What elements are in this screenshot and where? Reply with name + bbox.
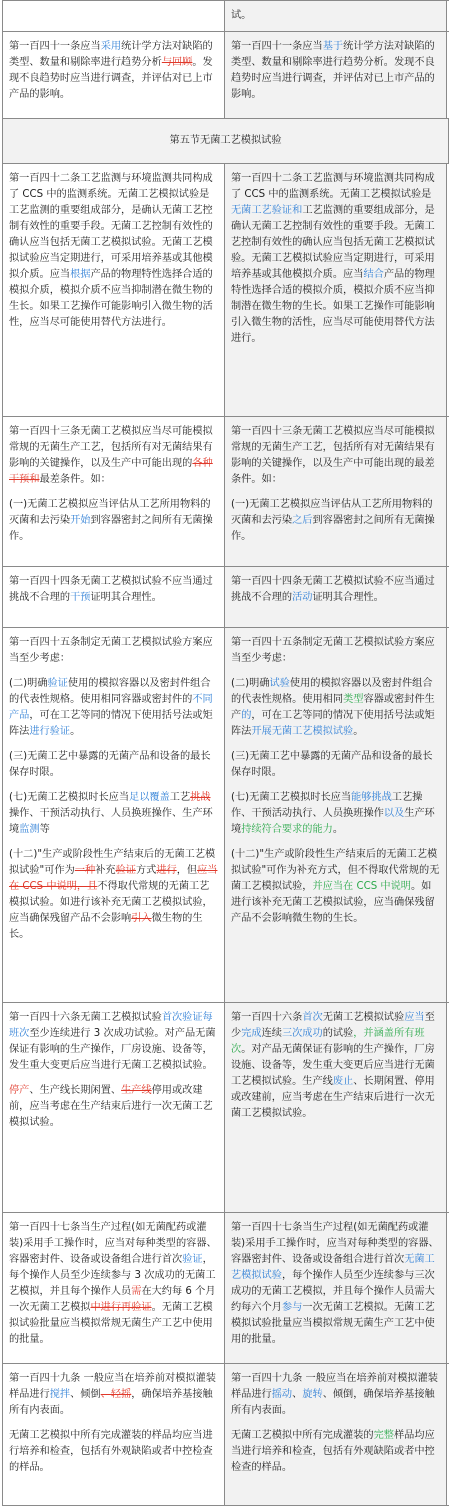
text-span: 产品的物理特性选择合适的模拟介质，模拟介质不应当抑制潜在微生物的生长。如果工艺操作可能影响引入微生物的活性，应当尽可能使用替代方法进行。 bbox=[231, 269, 435, 344]
text-span: 等 bbox=[39, 824, 50, 835]
text-span: 试。 bbox=[231, 10, 252, 21]
clause-paragraph bbox=[9, 574, 218, 606]
text-span: 在大约每 6 个月一次无菌工艺模拟 bbox=[9, 1286, 216, 1313]
right-cell bbox=[225, 32, 447, 118]
right-cell bbox=[225, 628, 447, 1002]
text-span: (三)无菌工艺中暴露的无菌产品和设备的最长保存时限。 bbox=[231, 751, 433, 778]
clause-paragraph bbox=[231, 1220, 440, 1348]
deleted-text: 验证 bbox=[115, 865, 136, 876]
clause-paragraph bbox=[231, 635, 440, 667]
text-span: 。对产品无菌保证有影响的生产操作，厂房设施、设备等，发生重大变更后应当进行无菌工艺模拟试验。生产线 bbox=[231, 1044, 435, 1087]
text-span: 无菌工艺模拟试验 bbox=[322, 1012, 405, 1023]
clause-paragraph bbox=[231, 790, 440, 838]
text-span: 停用或改建前，应当考虑在生产结束后进行一次无菌工艺模拟试验。 bbox=[9, 1085, 213, 1128]
text-span: ，确保培养基接触所有内表面。 bbox=[9, 1389, 213, 1416]
table-row bbox=[3, 164, 449, 417]
text-span: 至少 bbox=[231, 1012, 435, 1039]
text-span: 第一百四十七条当生产过程(如无菌配药或灌装)采用手工操作时，应当对每种类型的容器、容器密封件、设备或设备组合进行首次 bbox=[231, 1222, 439, 1265]
text-span: 最差条件。如： bbox=[39, 474, 111, 485]
text-span: (一)无菌工艺模拟应当评估从工艺所用物料的灭菌和去污染 bbox=[9, 499, 211, 526]
changed-text: 之后 bbox=[292, 515, 313, 526]
text-span: ，可在工艺等同的情况下使用括号法或矩阵法 bbox=[231, 710, 435, 737]
deleted-text: 各种干预和 bbox=[9, 458, 213, 485]
deleted-text: 引入 bbox=[131, 913, 152, 924]
right-cell bbox=[225, 567, 447, 627]
text-span: 无菌工艺模拟中所有完成灌装的 bbox=[231, 1430, 374, 1441]
clause-paragraph bbox=[9, 676, 218, 740]
clause-paragraph bbox=[9, 1010, 218, 1074]
changed-text: 需 bbox=[131, 1286, 142, 1297]
right-cell bbox=[225, 1, 447, 31]
changed-text: 类型 bbox=[343, 694, 364, 705]
text-span: 生产环境 bbox=[231, 808, 435, 835]
right-cell bbox=[225, 164, 447, 416]
changed-text: 旋转 bbox=[302, 1389, 323, 1400]
table-row bbox=[3, 119, 449, 164]
text-span: 第一百四十二条工艺监测与环境监测共同构成了 CCS 中的监测系统。无菌工艺模拟试验是 bbox=[231, 173, 435, 200]
left-cell bbox=[3, 1364, 225, 1505]
deleted-text: 进行 bbox=[156, 865, 177, 876]
changed-text: 试验 bbox=[269, 678, 290, 689]
text-span: 不得取代常规的无菌工艺模拟试验。如进行该补充无菌工艺模拟试验，应当确保残留产品不会影响 bbox=[9, 881, 213, 924]
text-span: 第一百四十一条应当 bbox=[231, 41, 323, 52]
table-row bbox=[3, 628, 449, 1003]
changed-text: 并应当在 CCS 中说明 bbox=[312, 881, 411, 892]
clause-paragraph bbox=[231, 8, 440, 24]
changed-text: 开始 bbox=[70, 515, 91, 526]
left-cell bbox=[3, 164, 225, 416]
changed-text: 监测 bbox=[19, 824, 40, 835]
table-row bbox=[3, 32, 449, 119]
changed-text: 废止 bbox=[332, 1076, 354, 1087]
left-cell bbox=[3, 1003, 225, 1212]
text-span: 第一百四十五条制定无菌工艺模拟试验方案应当至少考虑： bbox=[231, 637, 435, 664]
text-span: ，每个操作人员至少连续参与三次成功的无菌工艺模拟，并且每个操作人员需大约每六个月 bbox=[231, 1270, 435, 1313]
text-span: 使用的模拟容器以及密封件组合的代表性规格。使用相同 bbox=[231, 678, 433, 705]
clause-paragraph bbox=[9, 790, 218, 838]
deleted-text: 与回顾 bbox=[161, 57, 193, 68]
table-row bbox=[3, 1364, 449, 1506]
changed-text: 的 bbox=[241, 710, 252, 721]
text-span: ，但 bbox=[176, 865, 198, 876]
text-span: 到容器密封之间所有无菌操作。 bbox=[9, 515, 213, 542]
changed-text: 足以覆盖 bbox=[129, 792, 170, 803]
text-span: 。如进行该补充无菌工艺模拟试验，应当确保残留产品不会影响微生物的生长。 bbox=[231, 881, 435, 924]
changed-text: 无菌工艺验证和 bbox=[231, 205, 303, 216]
left-cell bbox=[3, 1213, 225, 1363]
clause-paragraph bbox=[9, 39, 218, 103]
table-row bbox=[3, 567, 449, 628]
right-cell bbox=[225, 1364, 447, 1505]
clause-paragraph bbox=[231, 676, 440, 740]
deleted-text: 、轻摇 bbox=[100, 1389, 132, 1400]
text-span: ，可在工艺等同的情况下使用括号法或矩阵法 bbox=[9, 710, 213, 737]
text-span: 第一百四十七条当生产过程(如无菌配药或灌装)采用手工操作时，应当对每种类型的容器、容器密封件、设备或设备组合进行首次 bbox=[9, 1222, 217, 1265]
text-span: 样品均应当进行培养和检查，包括有外观缺陷或者中控检查的样品。 bbox=[231, 1430, 435, 1473]
changed-text: 进行验证 bbox=[29, 726, 71, 737]
changed-text: 首次验证每班次 bbox=[9, 1012, 213, 1039]
text-span: 第一百四十三条无菌工艺模拟应当尽可能模拟常规的无菌生产工艺，包括所有对无菌结果有影响的关键操作，以及生产中可能出现的最差条件。如： bbox=[231, 426, 435, 485]
text-span: 、 bbox=[292, 1389, 303, 1400]
right-cell bbox=[225, 1003, 447, 1212]
clause-paragraph bbox=[9, 1220, 218, 1348]
text-span: 第一百四十一条应当 bbox=[9, 41, 101, 52]
clause-paragraph bbox=[9, 1428, 218, 1476]
text-span: 、长期闲置、停用或改建前，应当考虑在生产结束后进行一次无菌工艺模拟试验。 bbox=[231, 1076, 435, 1119]
changed-text: 不同产品 bbox=[9, 694, 213, 721]
clause-paragraph bbox=[9, 847, 218, 943]
text-span: 统计学方法对缺陷的类型、数量和剔除率进行趋势分析 bbox=[9, 41, 213, 68]
text-span: 第一百四十九条 一般应当在培养前对模拟灌装样品进行 bbox=[231, 1373, 438, 1400]
table-row bbox=[3, 1003, 449, 1213]
changed-text: 根据 bbox=[70, 269, 91, 280]
text-span: 方式 bbox=[135, 865, 157, 876]
clause-paragraph bbox=[9, 497, 218, 545]
text-span: 统计学方法对缺陷的类型、数量和剔除率进行趋势分析。发现不良趋势时应当进行调查，并评估对已上市产品的影响。 bbox=[231, 41, 435, 100]
deleted-text: 一种 bbox=[74, 865, 96, 876]
text-span: 证明其合理性。 bbox=[90, 592, 162, 603]
text-span: 一次无菌工艺模拟。无菌工艺模拟试验批量应当模拟常规无菌生产工艺中使用的批量。 bbox=[231, 1302, 435, 1345]
clause-paragraph bbox=[231, 1428, 440, 1476]
left-cell bbox=[3, 417, 225, 566]
text-span: 、生产线长期闲置、 bbox=[29, 1085, 122, 1096]
changed-text: 采用 bbox=[100, 41, 122, 52]
changed-text: 搅拌 bbox=[49, 1389, 71, 1400]
text-span: (十二)"生产或阶段性生产结束后的无菌工艺模拟试验"可作为 bbox=[9, 849, 216, 876]
changed-text: 无菌工艺模拟试验 bbox=[231, 1254, 435, 1281]
table-row bbox=[3, 417, 449, 567]
clause-paragraph bbox=[9, 424, 218, 488]
clause-paragraph bbox=[231, 171, 440, 347]
changed-text: 应当 bbox=[404, 1012, 425, 1023]
text-span: 工艺 bbox=[169, 792, 191, 803]
changed-text: 能够挑战 bbox=[351, 792, 392, 803]
text-span: (二)明确 bbox=[231, 678, 270, 689]
changed-text: 活动 bbox=[292, 592, 313, 603]
text-span: 至少连续进行 3 次成功试验。对产品无菌保证有影响的生产操作，厂房设施、设备等，发生重大变更后应当进行无菌工艺模拟试验。 bbox=[9, 1028, 216, 1071]
text-span: 第一百四十六条 bbox=[231, 1012, 303, 1023]
right-cell bbox=[225, 1213, 447, 1363]
text-span: 第一百四十六条无菌工艺模拟试验 bbox=[9, 1012, 162, 1023]
deleted-text: 应当在 CCS 中说明，且 bbox=[9, 865, 218, 892]
text-span: 的试验 bbox=[322, 1028, 354, 1039]
right-cell bbox=[225, 417, 447, 566]
text-span: 第一百四十二条工艺监测与环境监测共同构成了 CCS 中的监测系统。无菌工艺模拟试验是工艺监测的重要组成部分，是确认无菌工艺控制有效性的重要手段。无菌工艺控制有效性的确认应当包括无菌工艺模拟试验。无菌工艺模拟试验应当定期进行，可采用培养基或其他模拟介质。应当 bbox=[9, 173, 213, 280]
changed-text: 完整 bbox=[373, 1430, 394, 1441]
text-span: 到容器密封之间所有无菌操作。 bbox=[231, 515, 435, 542]
text-span: 工艺操作、干预活动执行、人员换班操作 bbox=[231, 792, 423, 819]
clause-paragraph bbox=[231, 39, 440, 103]
text-span: (七)无菌工艺模拟时长应当 bbox=[231, 792, 352, 803]
left-cell bbox=[3, 1, 225, 31]
changed-text: 干预 bbox=[70, 592, 91, 603]
text-span: 第一百四十五条制定无菌工艺模拟试验方案应当至少考虑： bbox=[9, 637, 213, 664]
changed-text: 完成 bbox=[241, 1028, 262, 1039]
clause-paragraph bbox=[231, 424, 440, 488]
text-span: (三)无菌工艺中暴露的无菌产品和设备的最长保存时限。 bbox=[9, 751, 211, 778]
text-span: 。 bbox=[70, 726, 81, 737]
clause-paragraph bbox=[9, 1371, 218, 1419]
clause-paragraph bbox=[9, 749, 218, 781]
text-span: 。无菌工艺模拟试验批量应当模拟常规无菌生产工艺中使用的批量。 bbox=[9, 1302, 213, 1345]
text-span: 连续 bbox=[261, 1028, 282, 1039]
clause-paragraph bbox=[9, 635, 218, 667]
text-span: (一)无菌工艺模拟应当评估从工艺所用物料的灭菌和去污染 bbox=[231, 499, 433, 526]
clause-paragraph bbox=[231, 1010, 440, 1122]
changed-text: 结合 bbox=[363, 269, 384, 280]
text-span: 。发现不良趋势时应当进行调查，并评估对已上市产品的影响。 bbox=[9, 57, 213, 100]
clause-paragraph bbox=[9, 171, 218, 331]
text-span: 第一百四十四条无菌工艺模拟试验不应当通过挑战不合理的 bbox=[9, 576, 213, 603]
text-span: 微生物的生长。 bbox=[9, 913, 203, 940]
text-span: (十二)"生产或阶段性生产结束后的无菌工艺模拟试验"可作为补充方式，但不得取代常规的无菌工艺模拟试验， bbox=[231, 849, 440, 892]
text-span: 无菌工艺模拟中所有完成灌装的样品均应当进行培养和检查，包括有外观缺陷或者中控检查的样品。 bbox=[9, 1430, 213, 1473]
text-span: 第一百四十三条无菌工艺模拟应当尽可能模拟常规的无菌生产工艺，包括所有对无菌结果有影响的关键操作，以及生产中可能出现的 bbox=[9, 426, 213, 469]
changed-text: 基于 bbox=[322, 41, 344, 52]
changed-text: ，并涵盖所有班次 bbox=[231, 1028, 425, 1055]
text-span: 操作、干预活动执行、人员换班操作、生产环境 bbox=[9, 808, 213, 835]
clause-paragraph bbox=[231, 749, 440, 781]
changed-text: 三次成功 bbox=[281, 1028, 323, 1039]
table-row bbox=[3, 1, 449, 32]
text-span: 。 bbox=[353, 726, 364, 737]
clause-paragraph bbox=[9, 1083, 218, 1131]
text-span: 工艺监测的重要组成部分，是确认无菌工艺控制有效性的重要手段。无菌工艺控制有效性的确认应当包括无菌工艺模拟试验。无菌工艺模拟试验应当定期进行，可采用培养基或其他模拟介质。应当 bbox=[231, 205, 435, 280]
text-span: ，每个操作人员至少连续参与 3 次成功的无菌工艺模拟，并且每个操作人员 bbox=[9, 1254, 216, 1297]
text-span: 第一百四十九条 一般应当在培养前对模拟灌装样品进行 bbox=[9, 1373, 216, 1400]
section-heading: 第五节无菌工艺模拟试验 bbox=[3, 119, 449, 163]
regulation-comparison-table bbox=[2, 0, 449, 1506]
left-cell bbox=[3, 32, 225, 118]
changed-text: 首次 bbox=[302, 1012, 323, 1023]
text-span: 。 bbox=[332, 824, 344, 835]
clause-paragraph bbox=[231, 847, 440, 927]
text-span: 、倾倒，确保培养基接触所有内表面。 bbox=[231, 1389, 435, 1416]
deleted-text: 中进行再验证 bbox=[90, 1302, 152, 1313]
clause-paragraph bbox=[231, 1371, 440, 1419]
changed-text: 验证 bbox=[47, 678, 68, 689]
text-span: 证明其合理性。 bbox=[312, 592, 384, 603]
text-span: (二)明确 bbox=[9, 678, 48, 689]
text-span: 第一百四十四条无菌工艺模拟试验不应当通过挑战不合理的 bbox=[231, 576, 435, 603]
changed-text: 参与 bbox=[281, 1302, 303, 1313]
deleted-text: 挑战 bbox=[190, 792, 211, 803]
text-span: 使用的模拟容器以及密封件组合的代表性规格。使用相同容器或密封件的 bbox=[9, 678, 211, 705]
changed-text: 持续符合要求的能力 bbox=[241, 824, 333, 835]
changed-text: 验证 bbox=[182, 1254, 203, 1265]
changed-text: 摇动 bbox=[271, 1389, 293, 1400]
changed-text: 停产 bbox=[9, 1085, 30, 1096]
changed-text: 开展无菌工艺模拟试验 bbox=[251, 726, 354, 737]
text-span: 补充 bbox=[95, 865, 116, 876]
table-row bbox=[3, 1213, 449, 1364]
left-cell bbox=[3, 567, 225, 627]
left-cell bbox=[3, 628, 225, 1002]
changed-text: 以及 bbox=[383, 808, 405, 819]
deleted-text: 生产线 bbox=[121, 1085, 152, 1096]
text-span: 产品的物理特性选择合适的模拟介质，模拟介质不应当抑制潜在微生物的生长。如果工艺操作可能影响引入微生物的活性，应当尽可能使用替代方法进行。 bbox=[9, 269, 213, 328]
clause-paragraph bbox=[231, 497, 440, 545]
text-span: (七)无菌工艺模拟时长应当 bbox=[9, 792, 130, 803]
text-span: 容器或密封件生产 bbox=[231, 694, 435, 721]
clause-paragraph bbox=[231, 574, 440, 606]
text-span: 、倾倒 bbox=[70, 1389, 101, 1400]
